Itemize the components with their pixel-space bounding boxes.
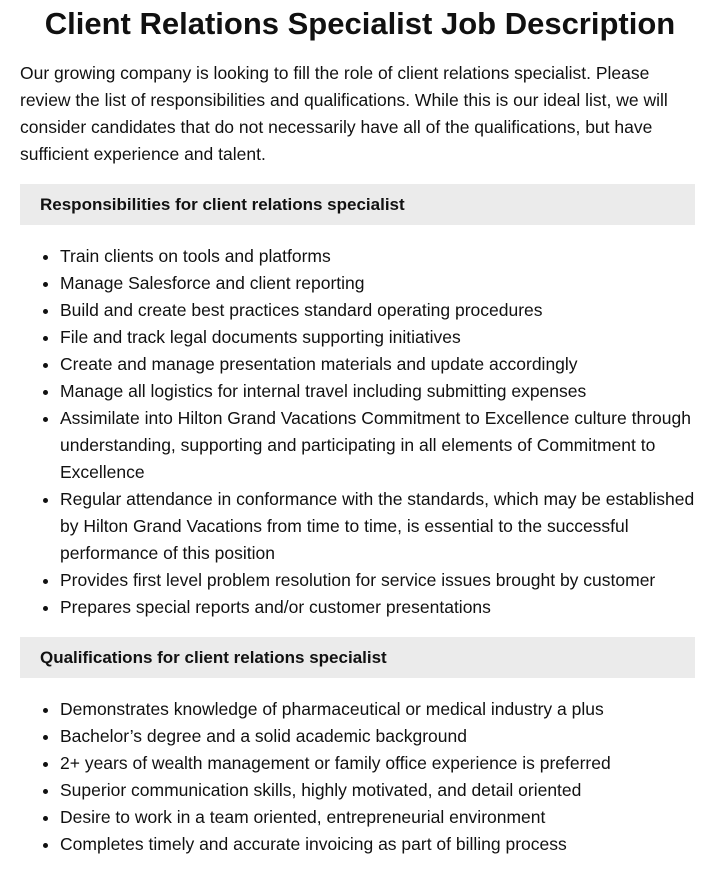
list-item: • Train clients on tools and platforms	[60, 243, 700, 270]
list-item: • Build and create best practices standard operating procedures	[60, 297, 700, 324]
list-item: • Demonstrates knowledge of pharmaceutical or medical industry a plus	[60, 696, 700, 723]
list-item: • Manage Salesforce and client reporting	[60, 270, 700, 297]
qualifications-list	[20, 696, 700, 858]
list-item: • Manage all logistics for internal travel including submitting expenses	[60, 378, 700, 405]
list-item: • Completes timely and accurate invoicing as part of billing process	[60, 831, 700, 858]
responsibilities-list	[20, 243, 700, 621]
qualifications-heading: Qualifications for client relations specialist	[20, 637, 695, 678]
list-item: • Provides first level problem resolution for service issues brought by customer	[60, 567, 700, 594]
list-item: • Assimilate into Hilton Grand Vacations Commitment to Excellence culture through understanding, supporting and participating in all elements of Commitment to Excellence	[60, 405, 700, 486]
list-item: • File and track legal documents supporting initiatives	[60, 324, 700, 351]
page-title: Client Relations Specialist Job Description	[44, 6, 676, 41]
responsibilities-heading: Responsibilities for client relations specialist	[20, 184, 695, 225]
list-item: • 2+ years of wealth management or family office experience is preferred	[60, 750, 700, 777]
list-item: • Desire to work in a team oriented, entrepreneurial environment	[60, 804, 700, 831]
list-item: • Bachelor’s degree and a solid academic background	[60, 723, 700, 750]
list-item: • Superior communication skills, highly motivated, and detail oriented	[60, 777, 700, 804]
list-item: • Prepares special reports and/or customer presentations	[60, 594, 700, 621]
intro-paragraph: Our growing company is looking to fill the role of client relations specialist. Please review the list of responsibilities and qualifications. While this is our ideal list, we will consider candidates that do not necessarily have all of the qualifications, but have sufficient experience and talent.	[20, 63, 668, 164]
list-item: • Regular attendance in conformance with the standards, which may be established by Hilton Grand Vacations from time to time, is essential to the successful performance of this position	[60, 486, 700, 567]
list-item: • Create and manage presentation materials and update accordingly	[60, 351, 700, 378]
